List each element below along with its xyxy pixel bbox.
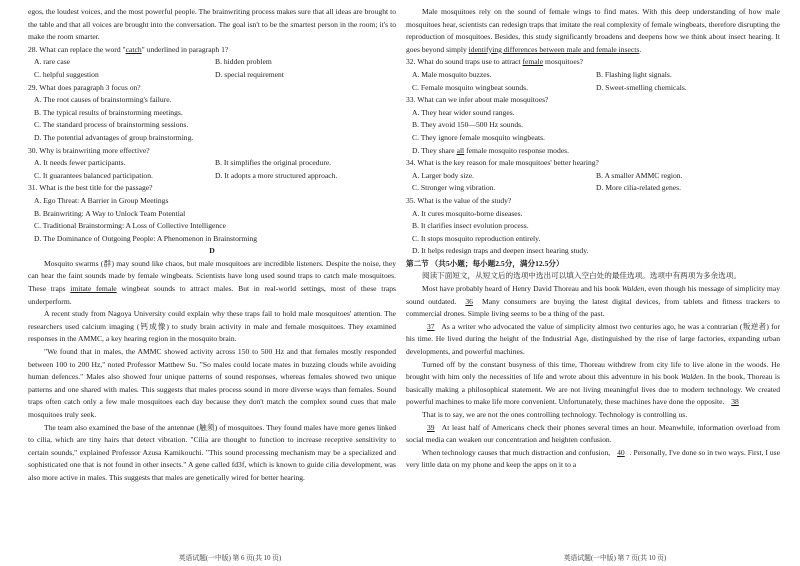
- option-b: B. A smaller AMMC region.: [596, 170, 683, 180]
- option-c: C. Traditional Brainstorming: A Loss of Collective Intelligence: [34, 221, 226, 231]
- option-d: D. It helps redesign traps and deepen insect hearing study.: [412, 246, 589, 256]
- option-a: A. Male mosquito buzzes.: [412, 69, 492, 79]
- question-31: [28, 182, 396, 245]
- right-column: [406, 6, 780, 472]
- book-title: Walden: [680, 372, 704, 382]
- option-b: B. They avoid 150—500 Hz sounds.: [412, 120, 524, 130]
- underlined-word: female: [522, 57, 544, 67]
- option-c: C. It stops mosquito reproduction entirely.: [412, 233, 541, 243]
- question-stem: 35. What is the value of the study?: [406, 195, 512, 205]
- blank-40: 40: [617, 447, 625, 457]
- cloze-paragraph-4: That is to say, we are not the ones controlling technology. Technology is controlling us.: [422, 410, 688, 419]
- question-stem: 30. Why is brainwriting more effective?: [28, 145, 150, 155]
- section-instructions: 阅读下面短文，从短文后的选项中选出可以填入空白处的最佳选项。选项中有两项为多余选项。: [422, 271, 741, 281]
- option-d: D. special requirement: [215, 69, 284, 79]
- passage-d-paragraph-5: Male mosquitoes rely on the sound of female wings to find mates. With this deep understanding of how male mosquitoes hear, scientists can redesign traps that imitate the real complexity of female wingbeats, therefore disrupting the reproduction of mosquitoes. Besides, this study significantly broadens and deepens how we think about insect hearing. It goes beyond simply identifying differences between male and female insects.: [406, 7, 780, 54]
- option-b: B. Flashing light signals.: [596, 69, 672, 79]
- option-d: D. Sweet-smelling chemicals.: [596, 82, 687, 92]
- blank-37: 37: [427, 321, 435, 331]
- section-heading: 第二节 （共5小题；每小题2.5分，满分12.5分）: [406, 258, 564, 268]
- question-35: [406, 195, 780, 258]
- option-d: D. It adopts a more structured approach.: [215, 170, 338, 180]
- option-b: B. It clarifies insect evolution process.: [412, 221, 529, 231]
- question-33: [406, 94, 780, 157]
- cloze-paragraph-1: Most have probably heard of Henry David Thoreau and his book Walden, even though his message of simplicity may sound outdated. 36 Many consumers are buying the latest digital devices, from tablets and fitness trackers to commercial drones. Simple living seems to be a thing of the past.: [406, 284, 780, 319]
- passage-d-paragraph-3: "We found that in males, the AMMC showed activity across 150 to 500 Hz and that females mostly responded between 100 to 200 Hz," noted Professor Matthew Su. "So males could locate mates in buzzing clouds while avoiding human defences." Males also showed four unique patterns of sound responses, whereas females showed two unique patterns and one shared with males. This suggests that males process sound in more diverse ways than females. Sound traps often catch only a few male mosquitoes each day because they don't match the complex sound cues that male mosquitoes truly seek.: [28, 347, 396, 419]
- option-d: D. The potential advantages of group brainstorming.: [34, 132, 194, 142]
- option-a: A. Larger body size.: [412, 170, 475, 180]
- option-b: B. It simplifies the original procedure.: [215, 158, 332, 168]
- option-c: C. It guarantees balanced participation.: [34, 170, 153, 180]
- question-stem: 31. What is the best title for the passage?: [28, 183, 153, 193]
- passage-d-paragraph-1: Mosquito swarms (群) may sound like chaos, but male mosquitoes are incredible listeners. Despite the noise, they can hear the faint sounds made by female wingbeats. Scientists have long used sound traps to catch male mosquitoes. These traps imitate female wingbeat sounds to attract males. But in real-world settings, most of these traps underperform.: [28, 258, 396, 306]
- option-b: B. The typical results of brainstorming meetings.: [34, 107, 183, 117]
- page-footer-left: 英语试题(一中版) 第 6 页(共 10 页): [178, 555, 282, 562]
- option-c: C. The standard process of brainstorming sessions.: [34, 120, 189, 130]
- option-a: A. The root causes of brainstorming's failure.: [34, 95, 172, 105]
- question-32: 32. What do sound traps use to attract female mosquitoes? A. Male mosquito buzzes. B. Flashing light signals. C. Female mosquito wingbeat sounds. D. Sweet-smelling chemicals.: [406, 56, 780, 94]
- option-a: A. Ego Threat: A Barrier in Group Meetings: [34, 195, 169, 205]
- question-34: [406, 157, 780, 195]
- option-b: B. Brainwriting: A Way to Unlock Team Potential: [34, 208, 186, 218]
- blank-39: 39: [427, 422, 435, 432]
- question-28: 28. What can replace the word "catch" underlined in paragraph 1? A. rare case B. hidden problem C. helpful suggestion D. special requirement: [28, 44, 396, 82]
- passage-letter: D: [209, 246, 215, 256]
- option-a: A. They hear wider sound ranges.: [412, 107, 515, 117]
- option-a: A. rare case: [34, 57, 71, 67]
- option-c: C. Stronger wing vibration.: [412, 183, 496, 193]
- intro-paragraph: egos, the loudest voices, and the most powerful people. The brainwriting process makes sure that all ideas are brought to the table and that all voices are brought into the conversation. The goal isn't to be the smartest person in the room; it's to make the room smarter.: [28, 7, 396, 42]
- blank-38: 38: [731, 397, 739, 407]
- passage-d-paragraph-4: The team also examined the base of the antennae (触须) of mosquitoes. They found males have more genes linked to cilia, which are tiny hairs that detect vibration. "Cilia are thought to function to increase receptive sensitivity to certain sounds," explained Professor Azusa Kamikouchi. "This sound processing mechanism may be a specialized and sophisticated one that is not found in other insects." A gene called fd3f, which is known to guide cilia development, was also more active in males. This suggests that males are genetically wired for better hearing.: [28, 422, 396, 482]
- underlined-phrase: identifying differences between male and female insects: [468, 44, 640, 54]
- cloze-paragraph-3: Turned off by the constant busyness of this time, Thoreau withdrew from city life to live alone in the woods. He brought with him only the necessities of life and wrote about this adventure in his book Walden. In the book, Thoreau is basically making a philosophical statement. We are not living meaningful lives due to modern technology. We created powerful machines to make life more convenient. Unfortunately, these machines have done the opposite. 38: [406, 359, 780, 407]
- option-c: C. They ignore female mosquito wingbeats.: [412, 132, 545, 142]
- question-29: [28, 82, 396, 145]
- option-a: A. It needs fewer participants.: [34, 158, 126, 168]
- option-d: D. More cilia-related genes.: [596, 183, 681, 193]
- blank-36: 36: [465, 296, 473, 306]
- question-stem: 33. What can we infer about male mosquitoes?: [406, 95, 549, 105]
- option-d: D. The Dominance of Outgoing People: A Phenomenon in Brainstorming: [34, 233, 258, 243]
- question-stem: 29. What does paragraph 3 focus on?: [28, 82, 141, 92]
- option-a: A. It cures mosquito-borne diseases.: [412, 208, 523, 218]
- underlined-word: imitate female: [70, 284, 117, 294]
- option-d: D. They share all female mosquito response modes.: [412, 145, 569, 155]
- cloze-paragraph-2: 37 As a writer who advocated the value of simplicity almost two centuries ago, he was a contrarian (叛逆者) for his time. He lived during the height of the Industrial Age, distinguished by the rise of large factories, expanding urban developments, and powerful machines.: [406, 321, 780, 357]
- page-footer-right: 英语试题(一中版) 第 7 页(共 10 页): [563, 555, 667, 562]
- question-stem: 34. What is the key reason for male mosquitoes' better hearing?: [406, 158, 599, 168]
- option-c: C. helpful suggestion: [34, 69, 99, 79]
- passage-d-paragraph-2: A recent study from Nagoya University could explain why these traps fail to hold male mosquitoes' attention. The researchers used calcium imaging (钙成像) to study brain activity in male and female mosquitoes. They examined responses in the AMMC, a key hearing region in the mosquito brain.: [28, 309, 396, 344]
- question-30: [28, 145, 396, 183]
- underlined-word: catch: [125, 44, 142, 54]
- option-c: C. Female mosquito wingbeat sounds.: [412, 82, 529, 92]
- left-column: [28, 6, 396, 485]
- cloze-paragraph-6: When technology causes that much distraction and confusion, 40 . Personally, I've done so in two ways. First, I use very little data on my phone and keep the apps on it to a: [406, 447, 780, 470]
- option-b: B. hidden problem: [215, 57, 272, 67]
- book-title: Walden: [621, 284, 645, 294]
- cloze-paragraph-5: 39 At least half of Americans check their phones several times an hour. Meanwhile, information overload from social media can weaken our concentration and heighten confusion.: [406, 422, 780, 445]
